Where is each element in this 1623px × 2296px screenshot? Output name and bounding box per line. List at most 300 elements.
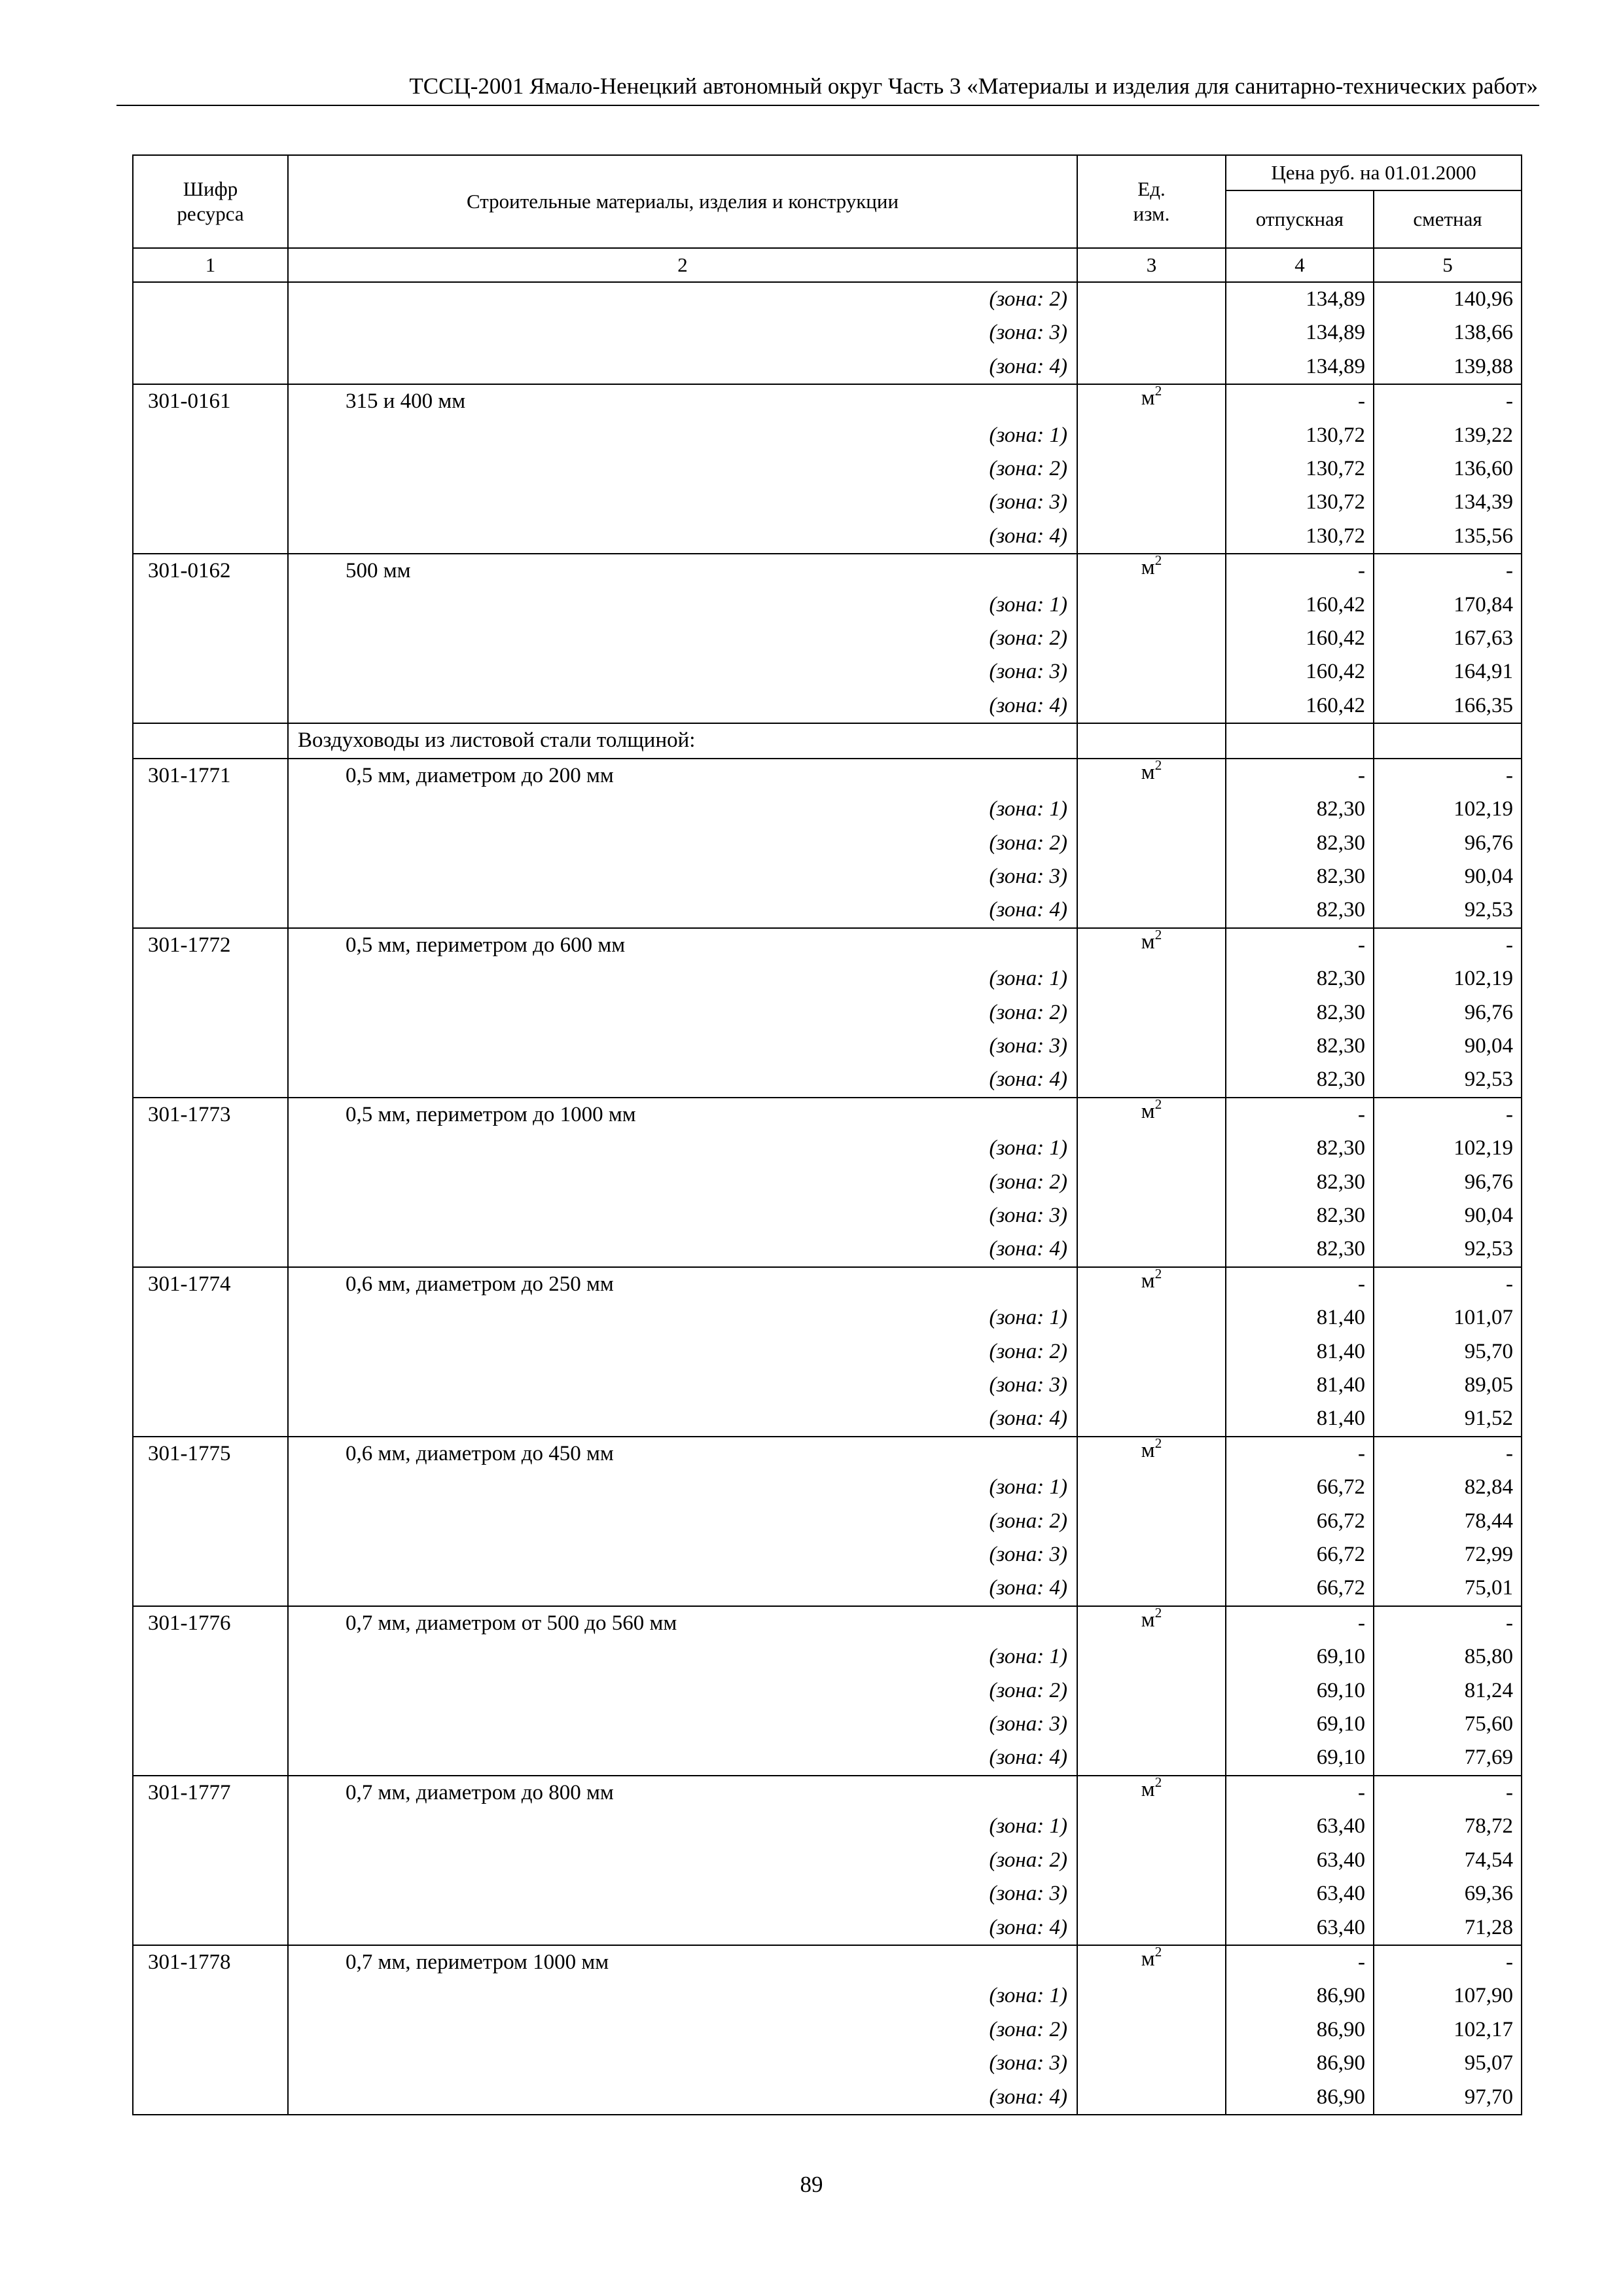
unit-superscript: 2 — [1154, 1943, 1162, 1960]
unit-cell — [1077, 689, 1226, 723]
unit-superscript: 2 — [1154, 1604, 1162, 1621]
column-number: 2 — [288, 248, 1077, 282]
table-row — [133, 1199, 1522, 1232]
release-price-cell: 82,30 — [1226, 1063, 1374, 1097]
table-body — [133, 282, 1522, 2115]
unit-cell — [1077, 1810, 1226, 1843]
unit-cell — [1077, 860, 1226, 893]
unit-cell — [1077, 1606, 1226, 1640]
release-price-cell: 81,40 — [1226, 1335, 1374, 1369]
resource-code-cell — [133, 1810, 288, 1843]
unit-cell — [1077, 655, 1226, 689]
zone-label-cell: (зона: 1) — [288, 1471, 1077, 1504]
estimate-price-cell: 85,80 — [1374, 1640, 1522, 1674]
estimate-price-cell: 102,19 — [1374, 793, 1522, 826]
estimate-price-cell: 78,72 — [1374, 1810, 1522, 1843]
unit-cell — [1077, 588, 1226, 622]
estimate-price-cell: 107,90 — [1374, 1979, 1522, 2013]
estimate-price-cell: 75,60 — [1374, 1708, 1522, 1741]
estimate-price-cell: 78,44 — [1374, 1505, 1522, 1538]
resource-code-cell — [133, 1301, 288, 1335]
zone-label-cell: (зона: 1) — [288, 419, 1077, 452]
unit-superscript: 2 — [1154, 552, 1162, 569]
resource-code-cell — [133, 793, 288, 826]
material-name-cell: 0,7 мм, диаметром до 800 мм — [288, 1776, 1077, 1810]
table-row — [133, 1267, 1522, 1301]
release-price-cell: 160,42 — [1226, 622, 1374, 655]
estimate-price-cell: 74,54 — [1374, 1844, 1522, 1877]
estimate-price-cell — [1374, 723, 1522, 758]
header-price-group: Цена руб. на 01.01.2000 — [1226, 155, 1522, 190]
release-price-cell: 86,90 — [1226, 2047, 1374, 2080]
table-row — [133, 1232, 1522, 1266]
release-price-cell: 160,42 — [1226, 689, 1374, 723]
table-row — [133, 2047, 1522, 2080]
header-estimate-price: сметная — [1374, 190, 1522, 248]
table-row — [133, 759, 1522, 793]
resource-code-cell — [133, 1844, 288, 1877]
estimate-price-cell: 82,84 — [1374, 1471, 1522, 1504]
zone-label-cell: (зона: 4) — [288, 520, 1077, 554]
unit-cell — [1077, 1199, 1226, 1232]
resource-code-cell — [133, 520, 288, 554]
page-number: 89 — [800, 2172, 823, 2197]
unit-text: м — [1141, 1099, 1155, 1123]
zone-label-cell: (зона: 1) — [288, 1132, 1077, 1165]
release-price-cell: 66,72 — [1226, 1505, 1374, 1538]
table-row — [133, 689, 1522, 723]
unit-cell — [1077, 1538, 1226, 1571]
release-price-cell: - — [1226, 554, 1374, 588]
unit-cell — [1077, 1776, 1226, 1810]
resource-code-cell — [133, 1505, 288, 1538]
unit-cell — [1077, 316, 1226, 350]
release-price-cell: 130,72 — [1226, 452, 1374, 486]
release-price-cell: - — [1226, 928, 1374, 962]
unit-cell — [1077, 1471, 1226, 1504]
column-number: 4 — [1226, 248, 1374, 282]
resource-code-cell — [133, 622, 288, 655]
table-row — [133, 1776, 1522, 1810]
header-release-price: отпускная — [1226, 190, 1374, 248]
estimate-price-cell: 164,91 — [1374, 655, 1522, 689]
estimate-price-cell: - — [1374, 759, 1522, 793]
resource-code-cell — [133, 1232, 288, 1266]
resource-code-cell — [133, 893, 288, 927]
unit-cell — [1077, 1335, 1226, 1369]
table-row — [133, 1911, 1522, 1945]
table-row — [133, 1538, 1522, 1571]
table-row — [133, 1741, 1522, 1775]
zone-label-cell: (зона: 3) — [288, 1369, 1077, 1402]
estimate-price-cell: 167,63 — [1374, 622, 1522, 655]
unit-superscript: 2 — [1154, 383, 1162, 399]
unit-cell — [1077, 282, 1226, 316]
table-row — [133, 554, 1522, 588]
unit-cell — [1077, 1640, 1226, 1674]
resource-code-cell — [133, 1571, 288, 1605]
resource-code-cell — [133, 655, 288, 689]
release-price-cell: 66,72 — [1226, 1471, 1374, 1504]
unit-cell — [1077, 1301, 1226, 1335]
unit-cell — [1077, 1098, 1226, 1132]
material-name-cell: 0,6 мм, диаметром до 450 мм — [288, 1437, 1077, 1471]
resource-code-cell: 301-1772 — [133, 928, 288, 962]
zone-label-cell: (зона: 2) — [288, 996, 1077, 1030]
release-price-cell: - — [1226, 1437, 1374, 1471]
unit-cell — [1077, 1232, 1226, 1266]
estimate-price-cell: 97,70 — [1374, 2081, 1522, 2115]
release-price-cell: 63,40 — [1226, 1810, 1374, 1843]
release-price-cell: 134,89 — [1226, 350, 1374, 384]
zone-label-cell: (зона: 2) — [288, 282, 1077, 316]
release-price-cell: 69,10 — [1226, 1741, 1374, 1775]
zone-label-cell: (зона: 2) — [288, 1335, 1077, 1369]
table-header — [133, 155, 1522, 282]
zone-label-cell: (зона: 2) — [288, 1166, 1077, 1199]
unit-text: м — [1141, 1946, 1155, 1971]
release-price-cell: - — [1226, 1776, 1374, 1810]
zone-label-cell: (зона: 3) — [288, 486, 1077, 519]
release-price-cell: 82,30 — [1226, 860, 1374, 893]
zone-label-cell: (зона: 3) — [288, 1538, 1077, 1571]
material-name-cell: 0,7 мм, диаметром от 500 до 560 мм — [288, 1606, 1077, 1640]
release-price-cell: 134,89 — [1226, 282, 1374, 316]
estimate-price-cell: 95,07 — [1374, 2047, 1522, 2080]
estimate-price-cell: 89,05 — [1374, 1369, 1522, 1402]
release-price-cell: 134,89 — [1226, 316, 1374, 350]
estimate-price-cell: 96,76 — [1374, 1166, 1522, 1199]
zone-label-cell: (зона: 1) — [288, 793, 1077, 826]
release-price-cell: 81,40 — [1226, 1369, 1374, 1402]
unit-cell — [1077, 928, 1226, 962]
document-header-title: ТССЦ-2001 Ямало-Ненецкий автономный округ Часть 3 «Материалы и изделия для санитарно-технических работ» — [409, 73, 1538, 99]
unit-cell — [1077, 827, 1226, 860]
resource-code-cell — [133, 827, 288, 860]
table-row — [133, 962, 1522, 996]
table-row — [133, 1030, 1522, 1063]
release-price-cell: 69,10 — [1226, 1640, 1374, 1674]
estimate-price-cell: 91,52 — [1374, 1402, 1522, 1436]
material-name-cell: 500 мм — [288, 554, 1077, 588]
estimate-price-cell: - — [1374, 1098, 1522, 1132]
resource-code-cell — [133, 2081, 288, 2115]
estimate-price-cell: 75,01 — [1374, 1571, 1522, 1605]
estimate-price-cell: 77,69 — [1374, 1741, 1522, 1775]
resource-code-cell — [133, 1741, 288, 1775]
unit-superscript: 2 — [1154, 1096, 1162, 1112]
estimate-price-cell: 72,99 — [1374, 1538, 1522, 1571]
release-price-cell: - — [1226, 384, 1374, 418]
release-price-cell: - — [1226, 1098, 1374, 1132]
table-row — [133, 1505, 1522, 1538]
release-price-cell: 160,42 — [1226, 588, 1374, 622]
unit-cell — [1077, 759, 1226, 793]
estimate-price-cell: 139,22 — [1374, 419, 1522, 452]
table-row — [133, 1132, 1522, 1165]
estimate-price-cell: - — [1374, 1267, 1522, 1301]
estimate-price-cell: 136,60 — [1374, 452, 1522, 486]
unit-cell — [1077, 452, 1226, 486]
header-rule — [116, 105, 1539, 106]
zone-label-cell: (зона: 1) — [288, 1979, 1077, 2013]
table-row — [133, 655, 1522, 689]
zone-label-cell: (зона: 4) — [288, 1571, 1077, 1605]
material-name-cell: 0,7 мм, периметром 1000 мм — [288, 1945, 1077, 1979]
resource-code-cell — [133, 1132, 288, 1165]
release-price-cell: 86,90 — [1226, 2013, 1374, 2047]
estimate-price-cell: 134,39 — [1374, 486, 1522, 519]
zone-label-cell: (зона: 4) — [288, 1911, 1077, 1945]
table-row — [133, 419, 1522, 452]
resource-code-cell — [133, 1877, 288, 1910]
resource-code-cell — [133, 1471, 288, 1504]
table-row — [133, 452, 1522, 486]
table-row — [133, 1369, 1522, 1402]
table-row — [133, 827, 1522, 860]
resource-code-cell — [133, 2047, 288, 2080]
column-number: 5 — [1374, 248, 1522, 282]
unit-superscript: 2 — [1154, 1774, 1162, 1790]
unit-cell — [1077, 1402, 1226, 1436]
release-price-cell: - — [1226, 759, 1374, 793]
unit-cell — [1077, 1063, 1226, 1097]
table-row — [133, 893, 1522, 927]
unit-cell — [1077, 1166, 1226, 1199]
unit-cell — [1077, 1979, 1226, 2013]
estimate-price-cell: - — [1374, 1437, 1522, 1471]
estimate-price-cell: 166,35 — [1374, 689, 1522, 723]
table-row — [133, 282, 1522, 316]
unit-cell — [1077, 486, 1226, 519]
zone-label-cell: (зона: 3) — [288, 860, 1077, 893]
release-price-cell: 82,30 — [1226, 827, 1374, 860]
unit-cell — [1077, 350, 1226, 384]
release-price-cell: 81,40 — [1226, 1301, 1374, 1335]
resource-code-cell: 301-0162 — [133, 554, 288, 588]
unit-text: м — [1141, 556, 1155, 580]
resource-code-cell — [133, 2013, 288, 2047]
estimate-price-cell: 95,70 — [1374, 1335, 1522, 1369]
resource-code-cell — [133, 1402, 288, 1436]
release-price-cell: 63,40 — [1226, 1844, 1374, 1877]
release-price-cell: 160,42 — [1226, 655, 1374, 689]
unit-cell — [1077, 2013, 1226, 2047]
zone-label-cell: (зона: 4) — [288, 1741, 1077, 1775]
zone-label-cell: (зона: 3) — [288, 1199, 1077, 1232]
unit-cell — [1077, 2081, 1226, 2115]
zone-label-cell: (зона: 4) — [288, 350, 1077, 384]
resource-code-cell — [133, 723, 288, 758]
zone-label-cell: (зона: 2) — [288, 1674, 1077, 1708]
unit-cell — [1077, 962, 1226, 996]
table-row — [133, 1301, 1522, 1335]
zone-label-cell: (зона: 3) — [288, 1877, 1077, 1910]
table-row — [133, 622, 1522, 655]
unit-cell — [1077, 1674, 1226, 1708]
resource-code-cell: 301-1777 — [133, 1776, 288, 1810]
resource-code-cell: 301-1776 — [133, 1606, 288, 1640]
release-price-cell: 82,30 — [1226, 1132, 1374, 1165]
estimate-price-cell: 96,76 — [1374, 827, 1522, 860]
estimate-price-cell: 101,07 — [1374, 1301, 1522, 1335]
unit-cell — [1077, 1369, 1226, 1402]
release-price-cell: 82,30 — [1226, 1030, 1374, 1063]
table-row — [133, 723, 1522, 758]
zone-label-cell: (зона: 4) — [288, 1402, 1077, 1436]
zone-label-cell: (зона: 3) — [288, 316, 1077, 350]
estimate-price-cell: 102,19 — [1374, 1132, 1522, 1165]
unit-cell — [1077, 1571, 1226, 1605]
zone-label-cell: (зона: 1) — [288, 588, 1077, 622]
zone-label-cell: (зона: 1) — [288, 1640, 1077, 1674]
material-name-cell: 315 и 400 мм — [288, 384, 1077, 418]
unit-text: м — [1141, 1268, 1155, 1293]
zone-label-cell: (зона: 2) — [288, 622, 1077, 655]
table-row — [133, 996, 1522, 1030]
estimate-price-cell: - — [1374, 1606, 1522, 1640]
release-price-cell: 69,10 — [1226, 1708, 1374, 1741]
table-row — [133, 1471, 1522, 1504]
resource-code-cell — [133, 452, 288, 486]
unit-cell — [1077, 1030, 1226, 1063]
resource-code-cell — [133, 316, 288, 350]
table-row — [133, 588, 1522, 622]
estimate-price-cell: 69,36 — [1374, 1877, 1522, 1910]
unit-cell — [1077, 1741, 1226, 1775]
estimate-price-cell: 81,24 — [1374, 1674, 1522, 1708]
release-price-cell — [1226, 723, 1374, 758]
unit-cell — [1077, 622, 1226, 655]
release-price-cell: 82,30 — [1226, 1232, 1374, 1266]
resource-code-cell — [133, 1063, 288, 1097]
material-name-cell: 0,5 мм, периметром до 1000 мм — [288, 1098, 1077, 1132]
material-name-cell: 0,5 мм, диаметром до 200 мм — [288, 759, 1077, 793]
estimate-price-cell: - — [1374, 1776, 1522, 1810]
resource-code-cell: 301-1778 — [133, 1945, 288, 1979]
zone-label-cell: (зона: 2) — [288, 1505, 1077, 1538]
unit-cell — [1077, 723, 1226, 758]
material-name-cell: 0,6 мм, диаметром до 250 мм — [288, 1267, 1077, 1301]
unit-text: м — [1141, 1438, 1155, 1462]
resource-code-cell: 301-1774 — [133, 1267, 288, 1301]
resource-code-cell — [133, 962, 288, 996]
table-row — [133, 1945, 1522, 1979]
table-row — [133, 316, 1522, 350]
zone-label-cell: (зона: 4) — [288, 2081, 1077, 2115]
unit-text: м — [1141, 929, 1155, 954]
table-row — [133, 1606, 1522, 1640]
unit-cell — [1077, 1911, 1226, 1945]
release-price-cell: 82,30 — [1226, 996, 1374, 1030]
unit-cell — [1077, 2047, 1226, 2080]
resource-code-cell: 301-0161 — [133, 384, 288, 418]
resource-code-cell: 301-1773 — [133, 1098, 288, 1132]
header-name: Строительные материалы, изделия и конструкции — [288, 155, 1077, 248]
resource-code-cell — [133, 1911, 288, 1945]
unit-cell — [1077, 1437, 1226, 1471]
table-row — [133, 1674, 1522, 1708]
release-price-cell: 63,40 — [1226, 1911, 1374, 1945]
table-row — [133, 2013, 1522, 2047]
table-row — [133, 1640, 1522, 1674]
table-row — [133, 486, 1522, 519]
table-row — [133, 928, 1522, 962]
zone-label-cell: (зона: 4) — [288, 893, 1077, 927]
estimate-price-cell: 92,53 — [1374, 893, 1522, 927]
table-row — [133, 520, 1522, 554]
estimate-price-cell: 71,28 — [1374, 1911, 1522, 1945]
unit-text: м — [1141, 760, 1155, 784]
release-price-cell: 82,30 — [1226, 1199, 1374, 1232]
header-code: Шифр ресурса — [133, 155, 288, 248]
unit-cell — [1077, 793, 1226, 826]
estimate-price-cell: 138,66 — [1374, 316, 1522, 350]
table-row — [133, 860, 1522, 893]
zone-label-cell: (зона: 1) — [288, 1810, 1077, 1843]
table-row — [133, 1810, 1522, 1843]
estimate-price-cell: 90,04 — [1374, 1199, 1522, 1232]
zone-label-cell: (зона: 1) — [288, 1301, 1077, 1335]
estimate-price-cell: - — [1374, 384, 1522, 418]
material-name-cell: 0,5 мм, периметром до 600 мм — [288, 928, 1077, 962]
resource-code-cell: 301-1771 — [133, 759, 288, 793]
unit-superscript: 2 — [1154, 1435, 1162, 1451]
table-row — [133, 384, 1522, 418]
resource-code-cell — [133, 419, 288, 452]
zone-label-cell: (зона: 3) — [288, 2047, 1077, 2080]
estimate-price-cell: 135,56 — [1374, 520, 1522, 554]
resource-code-cell — [133, 689, 288, 723]
resource-code-cell — [133, 1369, 288, 1402]
release-price-cell: - — [1226, 1945, 1374, 1979]
unit-superscript: 2 — [1154, 1265, 1162, 1282]
table-row — [133, 793, 1522, 826]
release-price-cell: 130,72 — [1226, 419, 1374, 452]
unit-cell — [1077, 554, 1226, 588]
resource-code-cell — [133, 282, 288, 316]
release-price-cell: 130,72 — [1226, 486, 1374, 519]
release-price-cell: 82,30 — [1226, 893, 1374, 927]
table-row — [133, 1877, 1522, 1910]
table-row — [133, 1098, 1522, 1132]
resource-code-cell — [133, 1538, 288, 1571]
unit-text: м — [1141, 1607, 1155, 1632]
column-number: 3 — [1077, 248, 1226, 282]
table-row — [133, 350, 1522, 384]
resource-code-cell — [133, 1030, 288, 1063]
resource-code-cell — [133, 860, 288, 893]
estimate-price-cell: 170,84 — [1374, 588, 1522, 622]
resource-code-cell — [133, 350, 288, 384]
release-price-cell: 81,40 — [1226, 1402, 1374, 1436]
resource-code-cell — [133, 588, 288, 622]
unit-superscript: 2 — [1154, 757, 1162, 773]
price-table — [132, 154, 1522, 2115]
resource-code-cell — [133, 1640, 288, 1674]
estimate-price-cell: - — [1374, 1945, 1522, 1979]
release-price-cell: 82,30 — [1226, 793, 1374, 826]
unit-superscript: 2 — [1154, 926, 1162, 942]
resource-code-cell — [133, 1674, 288, 1708]
resource-code-cell — [133, 1199, 288, 1232]
resource-code-cell — [133, 1708, 288, 1741]
release-price-cell: 66,72 — [1226, 1538, 1374, 1571]
table-row — [133, 2081, 1522, 2115]
unit-cell — [1077, 1132, 1226, 1165]
unit-text: м — [1141, 386, 1155, 410]
table-row — [133, 1708, 1522, 1741]
